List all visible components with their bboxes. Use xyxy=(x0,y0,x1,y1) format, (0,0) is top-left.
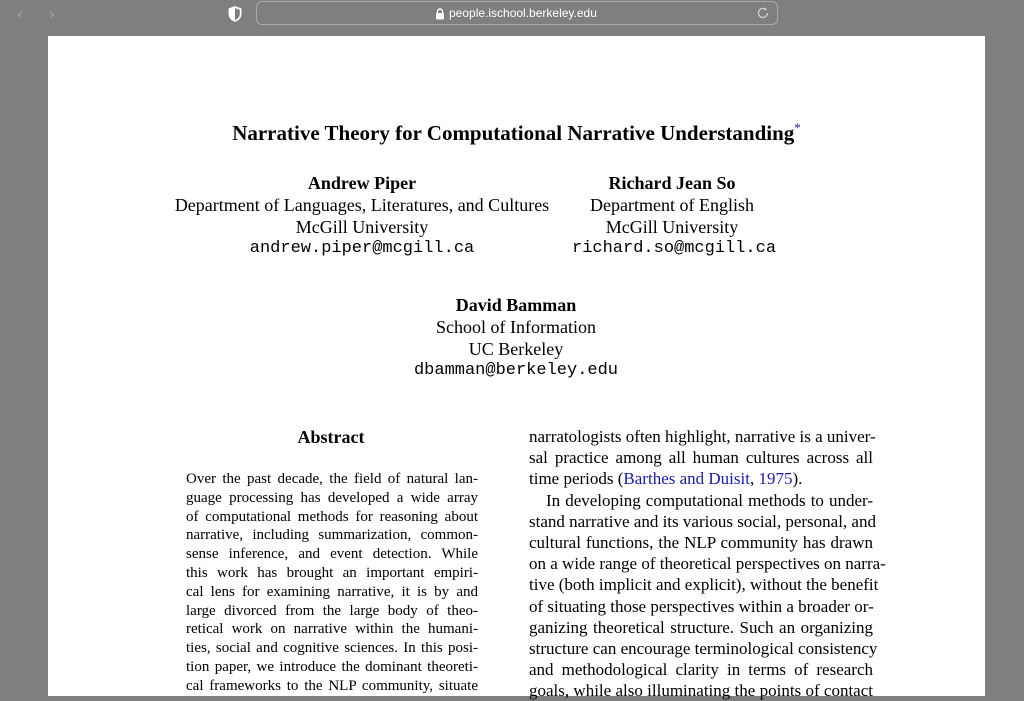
paper-title-text: Narrative Theory for Computational Narrative Understanding xyxy=(232,121,795,145)
abstract-line: retical work on narrative within the humani- xyxy=(186,621,478,638)
author-email: dbamman@berkeley.edu xyxy=(413,361,619,380)
abstract-line: cal lens for examining narrative, it is by and xyxy=(186,583,478,600)
author-institution: UC Berkeley xyxy=(468,339,564,359)
author-name: David Bamman xyxy=(455,295,577,315)
chevron-right-icon[interactable]: › xyxy=(48,4,56,23)
abstract-line: cal frameworks to the NLP community, situate xyxy=(186,677,478,694)
abstract-line: Over the past decade, the field of natural lan- xyxy=(186,471,478,487)
abstract-line: guage processing has developed a wide array xyxy=(186,489,478,506)
body-text: , xyxy=(749,469,759,489)
title-footnote-mark[interactable]: * xyxy=(794,120,801,135)
author-block xyxy=(366,294,666,382)
body-line: In developing computational methods to under- xyxy=(546,490,873,510)
abstract-line: narrative, including summarization, common- xyxy=(186,527,478,544)
body-line: stand narrative and its various social, personal, and xyxy=(529,511,876,531)
author-name: Andrew Piper xyxy=(307,173,417,193)
address-bar[interactable] xyxy=(256,1,778,25)
reload-icon[interactable] xyxy=(755,5,771,21)
body-line: on a wide range of theoretical perspectives on narra- xyxy=(529,554,886,574)
paper-title xyxy=(48,120,985,146)
abstract-line: tion paper, we introduce the dominant theoreti- xyxy=(186,658,478,675)
body-line: goals, while also illuminating the points of contact xyxy=(529,681,873,701)
pdf-page xyxy=(48,36,985,701)
abstract-line: ties, social and cognitive sciences. In this posi- xyxy=(186,640,478,657)
shield-icon[interactable] xyxy=(227,5,243,23)
body-line xyxy=(529,468,873,489)
chevron-left-icon[interactable]: ‹ xyxy=(16,4,24,23)
body-line: sal practice among all human cultures across all xyxy=(529,448,873,468)
author-block xyxy=(162,172,562,260)
author-department: School of Information xyxy=(436,317,596,337)
abstract-text xyxy=(186,470,478,696)
author-department: Department of English xyxy=(590,195,754,215)
body-line: narratologists often highlight, narrative is a univer- xyxy=(529,427,876,446)
citation-link[interactable]: Barthes and Duisit xyxy=(623,469,750,489)
abstract-line: this work has brought an important empiri- xyxy=(186,564,478,581)
author-email: richard.so@mcgill.ca xyxy=(572,239,777,258)
author-name: Richard Jean So xyxy=(608,173,736,193)
author-block xyxy=(572,172,777,260)
author-institution: McGill University xyxy=(295,217,429,237)
abstract-line: large divorced from the large body of theo- xyxy=(186,602,478,619)
body-line: cultural functions, the NLP community has drawn xyxy=(529,532,873,552)
lock-icon xyxy=(435,8,445,20)
body-line: of situating those perspectives within a broader or- xyxy=(529,596,874,616)
browser-toolbar xyxy=(0,0,1024,36)
body-line: and methodological clarity in terms of research xyxy=(529,660,873,680)
citation-year-link[interactable]: 1975 xyxy=(758,469,793,489)
body-line: structure can encourage terminological consistency xyxy=(529,638,878,658)
abstract-line: sense inference, and event detection. While xyxy=(186,546,478,563)
author-department: Department of Languages, Literatures, and Cultures xyxy=(174,195,550,215)
body-text: ). xyxy=(792,469,803,489)
body-line: ganizing theoretical structure. Such an organizing xyxy=(529,617,873,637)
url-text: people.ischool.berkeley.edu xyxy=(449,6,597,20)
body-line: tive (both implicit and explicit), without the benefit xyxy=(529,575,879,595)
abstract-line: of computational methods for reasoning about xyxy=(186,508,478,525)
body-text: time periods ( xyxy=(529,469,624,489)
abstract-heading: Abstract xyxy=(297,427,365,447)
author-institution: McGill University xyxy=(605,217,739,237)
author-email: andrew.piper@mcgill.ca xyxy=(249,239,475,258)
introduction-text xyxy=(529,426,886,701)
